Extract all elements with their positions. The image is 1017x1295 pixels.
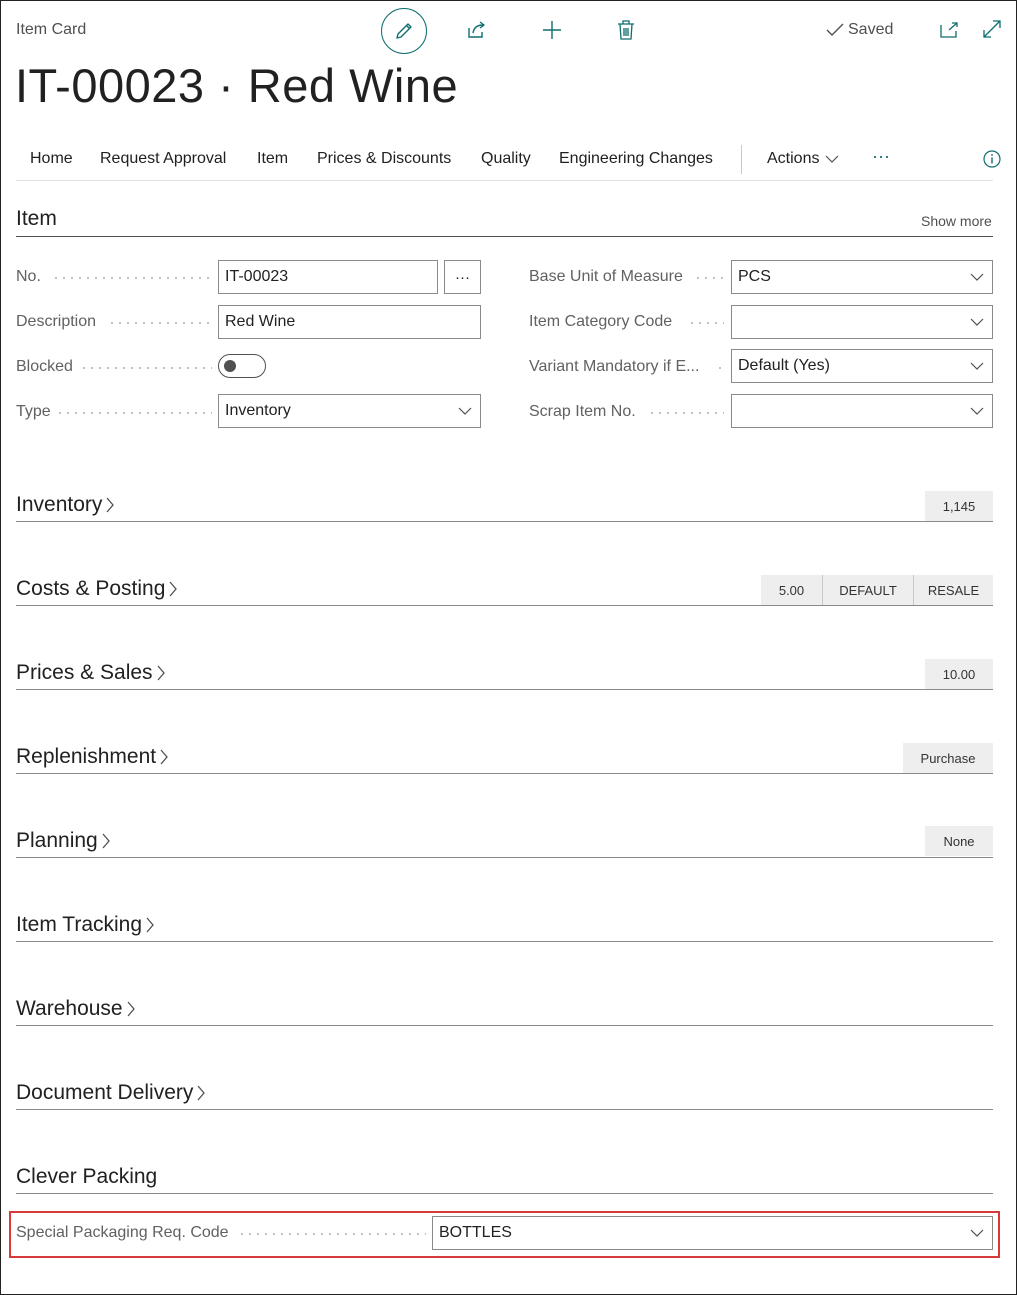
type-label: Type — [16, 403, 57, 421]
delete-button[interactable] — [604, 8, 648, 52]
section-prices-sales[interactable] — [16, 661, 166, 685]
highlight-box — [9, 1211, 1000, 1258]
nav-request-approval[interactable]: Request Approval — [100, 150, 227, 167]
plus-icon — [541, 19, 563, 41]
chevron-right-icon — [101, 832, 111, 850]
chevron-right-icon — [145, 916, 155, 934]
new-button[interactable] — [530, 8, 574, 52]
variant-mandatory-value: Default (Yes) — [738, 357, 830, 374]
prices-chip: 10.00 — [925, 659, 993, 689]
no-lookup-button[interactable]: ··· — [444, 260, 481, 294]
chevron-right-icon — [168, 580, 178, 598]
planning-chip: None — [925, 826, 993, 856]
nav-prices-discounts[interactable]: Prices & Discounts — [317, 150, 452, 167]
no-field[interactable]: IT-00023 — [218, 260, 438, 294]
breadcrumb: Item Card — [16, 21, 87, 38]
save-status — [826, 21, 893, 39]
section-divider — [16, 941, 993, 942]
field-leader-dots — [80, 367, 212, 369]
section-title-warehouse: Warehouse — [16, 997, 123, 1020]
section-inventory[interactable] — [16, 493, 115, 517]
field-leader-dots — [52, 277, 212, 279]
costs-chip-posting-group: DEFAULT — [822, 575, 913, 605]
section-title-replenishment: Replenishment — [16, 745, 157, 768]
toggle-knob — [224, 360, 236, 372]
section-title-costs-posting: Costs & Posting — [16, 577, 166, 600]
expand-button[interactable] — [982, 19, 1002, 44]
chevron-right-icon — [126, 1000, 136, 1018]
section-divider — [16, 1109, 993, 1110]
section-divider — [16, 236, 993, 237]
share-button[interactable] — [455, 8, 499, 52]
special-packaging-label: Special Packaging Req. Code — [16, 1224, 235, 1242]
chevron-right-icon — [156, 664, 166, 682]
nav-divider — [741, 145, 742, 174]
scrap-item-select[interactable] — [731, 394, 993, 428]
share-icon — [466, 19, 488, 41]
variant-mandatory-label: Variant Mandatory if E... — [529, 358, 705, 376]
field-leader-dots — [688, 322, 724, 324]
base-uom-label: Base Unit of Measure — [529, 268, 689, 286]
blocked-label: Blocked — [16, 358, 79, 376]
replenishment-chip: Purchase — [903, 743, 993, 773]
description-field[interactable]: Red Wine — [218, 305, 481, 339]
section-replenishment[interactable] — [16, 745, 169, 769]
nav-item[interactable]: Item — [257, 150, 289, 167]
section-costs-posting[interactable] — [16, 577, 178, 601]
chevron-down-icon — [970, 406, 984, 416]
section-divider — [16, 1025, 993, 1026]
field-leader-dots — [716, 367, 724, 369]
pencil-icon — [394, 21, 414, 41]
nav-quality[interactable]: Quality — [481, 150, 531, 167]
item-category-select[interactable] — [731, 305, 993, 339]
expand-icon — [982, 19, 1002, 39]
nav-engineering-changes[interactable]: Engineering Changes — [559, 150, 713, 167]
inventory-chip: 1,145 — [925, 491, 993, 521]
open-in-new-window-icon — [939, 21, 959, 39]
trash-icon — [616, 19, 636, 41]
section-divider — [16, 605, 993, 606]
section-title-clever-packing: Clever Packing — [16, 1165, 158, 1188]
costs-chip-unit-cost: 5.00 — [761, 575, 822, 605]
field-leader-dots — [648, 412, 724, 414]
chevron-right-icon — [159, 748, 169, 766]
nav-actions-label: Actions — [767, 150, 820, 167]
info-button[interactable] — [983, 150, 1001, 173]
info-icon — [983, 150, 1001, 168]
field-leader-dots — [108, 322, 212, 324]
section-divider — [16, 857, 993, 858]
nav-home[interactable]: Home — [30, 150, 73, 167]
chevron-down-icon — [970, 317, 984, 327]
blocked-toggle[interactable] — [218, 354, 266, 378]
field-leader-dots — [694, 277, 724, 279]
checkmark-icon — [826, 23, 844, 37]
type-select[interactable] — [218, 394, 481, 428]
chevron-down-icon — [970, 272, 984, 282]
section-title-planning: Planning — [16, 829, 98, 852]
section-title-item: Item — [16, 207, 57, 230]
scrap-item-label: Scrap Item No. — [529, 403, 642, 421]
base-uom-select[interactable] — [731, 260, 993, 294]
description-label: Description — [16, 313, 102, 331]
saved-label: Saved — [848, 21, 894, 38]
section-warehouse[interactable] — [16, 997, 136, 1021]
section-title-prices-sales: Prices & Sales — [16, 661, 153, 684]
section-title-inventory: Inventory — [16, 493, 103, 516]
chevron-right-icon — [105, 496, 115, 514]
section-divider — [16, 689, 993, 690]
chevron-down-icon — [970, 361, 984, 371]
section-title-item-tracking: Item Tracking — [16, 913, 143, 936]
no-label: No. — [16, 268, 47, 286]
nav-actions[interactable] — [767, 150, 839, 168]
item-category-label: Item Category Code — [529, 313, 678, 331]
show-more-link[interactable]: Show more — [921, 213, 992, 229]
page-title: IT-00023 · Red Wine — [15, 59, 459, 112]
section-divider — [16, 521, 993, 522]
chevron-right-icon — [196, 1084, 206, 1102]
section-divider — [16, 773, 993, 774]
field-leader-dots — [56, 412, 212, 414]
section-divider — [16, 1193, 993, 1194]
chevron-down-icon — [458, 406, 472, 416]
section-planning[interactable] — [16, 829, 111, 853]
nav-more-button[interactable]: ··· — [872, 146, 890, 166]
chevron-down-icon — [825, 154, 839, 164]
base-uom-value: PCS — [738, 268, 771, 285]
variant-mandatory-select[interactable] — [731, 349, 993, 383]
special-packaging-value: BOTTLES — [439, 1224, 512, 1241]
section-document-delivery[interactable] — [16, 1081, 206, 1105]
edit-button[interactable] — [381, 8, 427, 54]
costs-chip-inventory-posting: RESALE — [913, 575, 993, 605]
open-new-window-button[interactable] — [939, 21, 959, 44]
section-item-tracking[interactable] — [16, 913, 155, 937]
section-title-document-delivery: Document Delivery — [16, 1081, 194, 1104]
type-value: Inventory — [225, 402, 291, 419]
